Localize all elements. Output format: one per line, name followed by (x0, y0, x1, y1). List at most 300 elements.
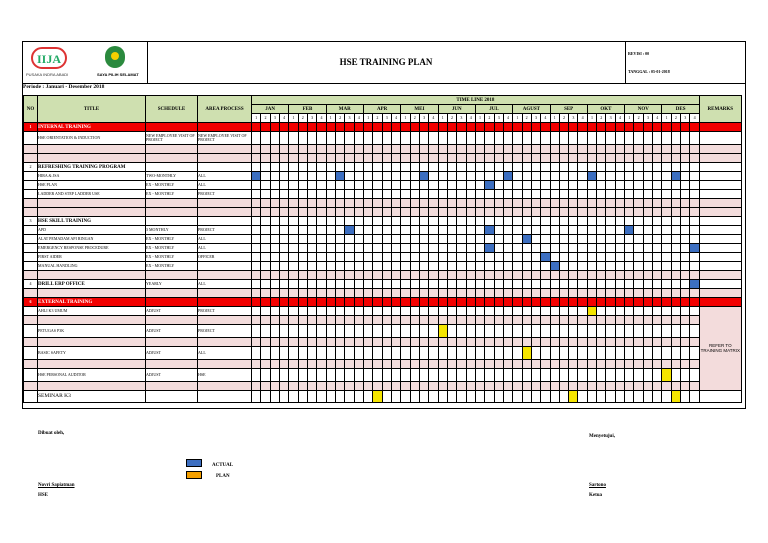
timeline-cell (373, 369, 382, 382)
timeline-cell (429, 271, 438, 280)
timeline-cell (569, 360, 578, 369)
timeline-cell (410, 338, 419, 347)
timeline-cell (522, 298, 531, 307)
table-row (24, 208, 742, 217)
timeline-cell (457, 217, 466, 226)
timeline-cell (279, 181, 288, 190)
timeline-cell (503, 382, 512, 391)
table-row (24, 360, 742, 369)
timeline-cell (289, 271, 298, 280)
timeline-cell (625, 235, 634, 244)
timeline-cell (494, 208, 503, 217)
timeline-cell (354, 154, 363, 163)
timeline-cell (345, 208, 354, 217)
timeline-cell (317, 316, 326, 325)
timeline-cell (391, 217, 400, 226)
timeline-cell (438, 163, 447, 172)
timeline-cell (335, 208, 344, 217)
timeline-cell (466, 280, 475, 289)
timeline-cell (615, 190, 624, 199)
timeline-cell (503, 190, 512, 199)
timeline-cell (401, 190, 410, 199)
timeline-cell (597, 163, 606, 172)
timeline-cell (503, 316, 512, 325)
row-area: OFFICER (198, 253, 252, 262)
timeline-cell (606, 235, 615, 244)
timeline-cell (643, 262, 652, 271)
timeline-cell (606, 262, 615, 271)
timeline-cell (326, 145, 335, 154)
timeline-cell (681, 181, 690, 190)
timeline-cell (466, 347, 475, 360)
timeline-cell (475, 298, 484, 307)
row-number (24, 382, 38, 391)
timeline-cell (335, 369, 344, 382)
timeline-cell (457, 226, 466, 235)
timeline-cell (457, 145, 466, 154)
remarks-cell (699, 199, 741, 208)
timeline-cell (671, 123, 680, 132)
timeline-cell (625, 172, 634, 181)
table-row (24, 338, 742, 347)
timeline-cell (531, 347, 540, 360)
timeline-cell (578, 226, 587, 235)
timeline-cell (307, 190, 316, 199)
timeline-cell (690, 199, 699, 208)
timeline-cell (653, 369, 662, 382)
timeline-cell (653, 253, 662, 262)
timeline-cell (373, 208, 382, 217)
timeline-cell (410, 289, 419, 298)
timeline-cell (475, 190, 484, 199)
timeline-cell (438, 208, 447, 217)
timeline-cell (475, 369, 484, 382)
timeline-cell (373, 172, 382, 181)
timeline-cell (298, 325, 307, 338)
timeline-cell (447, 145, 456, 154)
timeline-cell (429, 316, 438, 325)
timeline-cell (363, 307, 372, 316)
timeline-cell (503, 338, 512, 347)
timeline-cell (597, 360, 606, 369)
row-area (198, 382, 252, 391)
timeline-cell (401, 316, 410, 325)
timeline-cell (653, 271, 662, 280)
timeline-cell (261, 132, 270, 145)
timeline-cell (354, 123, 363, 132)
timeline-cell (252, 132, 261, 145)
timeline-cell (475, 199, 484, 208)
timeline-cell (317, 271, 326, 280)
timeline-cell (550, 298, 559, 307)
timeline-cell (401, 172, 410, 181)
timeline-cell (270, 271, 279, 280)
timeline-cell (569, 307, 578, 316)
remarks-cell (699, 217, 741, 226)
timeline-cell (298, 226, 307, 235)
timeline-cell (289, 338, 298, 347)
timeline-cell (494, 316, 503, 325)
timeline-cell (391, 280, 400, 289)
timeline-cell (569, 190, 578, 199)
timeline-cell (289, 217, 298, 226)
timeline-cell (289, 244, 298, 253)
timeline-cell (541, 307, 550, 316)
timeline-cell (335, 199, 344, 208)
timeline-cell (466, 271, 475, 280)
timeline-cell (531, 208, 540, 217)
timeline-cell (457, 347, 466, 360)
week-header: 4 (429, 114, 438, 123)
timeline-cell (643, 391, 652, 403)
timeline-cell (587, 391, 596, 403)
timeline-cell (261, 262, 270, 271)
row-area (198, 145, 252, 154)
timeline-cell (335, 316, 344, 325)
timeline-cell (298, 280, 307, 289)
timeline-cell (317, 235, 326, 244)
timeline-cell (419, 271, 428, 280)
timeline-cell (457, 235, 466, 244)
timeline-cell (531, 325, 540, 338)
timeline-cell (485, 154, 494, 163)
timeline-cell (643, 199, 652, 208)
timeline-cell (335, 262, 344, 271)
timeline-cell (606, 199, 615, 208)
timeline-cell (270, 132, 279, 145)
timeline-cell (634, 217, 643, 226)
week-header: 3 (643, 114, 652, 123)
timeline-cell (447, 369, 456, 382)
timeline-cell (653, 190, 662, 199)
timeline-cell (634, 208, 643, 217)
timeline-cell (541, 235, 550, 244)
timeline-cell (494, 123, 503, 132)
timeline-cell (475, 262, 484, 271)
timeline-cell (578, 316, 587, 325)
remarks-cell (699, 253, 741, 262)
timeline-cell (681, 271, 690, 280)
timeline-cell (391, 298, 400, 307)
timeline-cell (466, 226, 475, 235)
timeline-cell (662, 280, 671, 289)
timeline-cell (597, 199, 606, 208)
timeline-cell (513, 199, 522, 208)
timeline-cell (419, 253, 428, 262)
row-schedule: 3 MONTHLY (146, 226, 198, 235)
timeline-cell (261, 217, 270, 226)
timeline-cell (326, 262, 335, 271)
timeline-cell (671, 132, 680, 145)
remarks-cell (699, 154, 741, 163)
month-header: APR (363, 105, 400, 114)
week-header: 1 (587, 114, 596, 123)
timeline-cell (494, 382, 503, 391)
timeline-cell (419, 226, 428, 235)
timeline-cell (587, 316, 596, 325)
table-row (24, 289, 742, 298)
timeline-cell (569, 338, 578, 347)
timeline-cell (326, 382, 335, 391)
timeline-cell (625, 316, 634, 325)
plan-marker (662, 369, 671, 382)
timeline-cell (252, 325, 261, 338)
timeline-cell (541, 360, 550, 369)
timeline-cell (662, 271, 671, 280)
timeline-cell (354, 298, 363, 307)
timeline-cell (391, 338, 400, 347)
timeline-cell (569, 271, 578, 280)
timeline-cell (410, 360, 419, 369)
timeline-cell (559, 271, 568, 280)
timeline-cell (550, 217, 559, 226)
timeline-cell (550, 181, 559, 190)
timeline-cell (252, 280, 261, 289)
timeline-cell (513, 347, 522, 360)
timeline-cell (373, 163, 382, 172)
timeline-cell (373, 307, 382, 316)
timeline-cell (363, 280, 372, 289)
table-row (24, 382, 742, 391)
timeline-cell (522, 338, 531, 347)
timeline-cell (550, 199, 559, 208)
timeline-cell (261, 226, 270, 235)
timeline-cell (401, 298, 410, 307)
timeline-cell (597, 382, 606, 391)
timeline-cell (354, 244, 363, 253)
table-row (24, 226, 742, 235)
timeline-cell (587, 235, 596, 244)
timeline-cell (447, 154, 456, 163)
timeline-cell (625, 217, 634, 226)
timeline-cell (606, 217, 615, 226)
timeline-cell (335, 244, 344, 253)
timeline-cell (466, 199, 475, 208)
timeline-cell (494, 347, 503, 360)
timeline-cell (326, 132, 335, 145)
timeline-cell (503, 325, 512, 338)
timeline-cell (541, 391, 550, 403)
timeline-cell (382, 307, 391, 316)
timeline-cell (410, 325, 419, 338)
row-schedule (146, 382, 198, 391)
timeline-cell (606, 360, 615, 369)
timeline-cell (279, 307, 288, 316)
timeline-cell (597, 289, 606, 298)
timeline-cell (363, 145, 372, 154)
timeline-cell (335, 145, 344, 154)
timeline-cell (671, 226, 680, 235)
timeline-cell (391, 145, 400, 154)
timeline-cell (597, 369, 606, 382)
timeline-cell (410, 145, 419, 154)
table-row (24, 347, 742, 360)
timeline-cell (419, 280, 428, 289)
timeline-cell (261, 199, 270, 208)
row-area (198, 208, 252, 217)
timeline-cell (503, 163, 512, 172)
timeline-cell (531, 217, 540, 226)
timeline-cell (615, 325, 624, 338)
timeline-cell (494, 325, 503, 338)
timeline-cell (625, 262, 634, 271)
timeline-cell (550, 145, 559, 154)
row-schedule (146, 316, 198, 325)
timeline-cell (252, 217, 261, 226)
month-header: SEP (550, 105, 587, 114)
row-title (38, 208, 146, 217)
timeline-cell (513, 289, 522, 298)
timeline-cell (485, 316, 494, 325)
timeline-cell (531, 244, 540, 253)
timeline-cell (447, 190, 456, 199)
remarks-cell (699, 145, 741, 154)
timeline-cell (391, 172, 400, 181)
row-schedule (146, 360, 198, 369)
timeline-cell (363, 316, 372, 325)
timeline-cell (578, 145, 587, 154)
timeline-cell (559, 163, 568, 172)
timeline-cell (252, 347, 261, 360)
timeline-cell (317, 163, 326, 172)
timeline-cell (363, 235, 372, 244)
timeline-cell (466, 338, 475, 347)
training-table (23, 95, 742, 403)
timeline-cell (270, 298, 279, 307)
timeline-cell (606, 347, 615, 360)
timeline-cell (373, 316, 382, 325)
timeline-cell (550, 154, 559, 163)
timeline-cell (615, 172, 624, 181)
timeline-cell (662, 132, 671, 145)
timeline-cell (307, 181, 316, 190)
timeline-cell (373, 190, 382, 199)
timeline-cell (326, 271, 335, 280)
timeline-cell (429, 199, 438, 208)
timeline-cell (382, 382, 391, 391)
timeline-cell (438, 145, 447, 154)
timeline-cell (289, 369, 298, 382)
timeline-cell (653, 199, 662, 208)
row-schedule (146, 271, 198, 280)
timeline-cell (289, 316, 298, 325)
timeline-cell (252, 360, 261, 369)
timeline-cell (298, 382, 307, 391)
timeline-cell (503, 347, 512, 360)
timeline-cell (373, 123, 382, 132)
timeline-cell (307, 382, 316, 391)
row-title (38, 271, 146, 280)
timeline-cell (419, 262, 428, 271)
timeline-cell (345, 316, 354, 325)
timeline-cell (307, 280, 316, 289)
timeline-cell (485, 280, 494, 289)
week-header: 1 (438, 114, 447, 123)
timeline-cell (503, 154, 512, 163)
timeline-cell (690, 307, 699, 316)
timeline-cell (373, 235, 382, 244)
timeline-cell (615, 226, 624, 235)
timeline-cell (354, 347, 363, 360)
timeline-cell (615, 369, 624, 382)
timeline-cell (606, 316, 615, 325)
plan-marker (587, 307, 596, 316)
timeline-cell (569, 145, 578, 154)
timeline-cell (317, 280, 326, 289)
timeline-cell (298, 235, 307, 244)
timeline-cell (345, 253, 354, 262)
timeline-cell (671, 298, 680, 307)
timeline-cell (401, 289, 410, 298)
table-row (24, 123, 742, 132)
timeline-cell (522, 289, 531, 298)
timeline-cell (587, 199, 596, 208)
month-header: NOV (625, 105, 662, 114)
approver-name: Sartono (589, 483, 606, 488)
timeline-cell (261, 347, 270, 360)
timeline-cell (401, 217, 410, 226)
timeline-cell (522, 181, 531, 190)
timeline-cell (494, 154, 503, 163)
row-title: DRILL ERP OFFICE (38, 280, 146, 289)
timeline-cell (587, 217, 596, 226)
timeline-cell (345, 132, 354, 145)
timeline-cell (662, 199, 671, 208)
timeline-cell (382, 145, 391, 154)
timeline-cell (289, 226, 298, 235)
timeline-cell (559, 145, 568, 154)
timeline-cell (438, 382, 447, 391)
timeline-cell (457, 271, 466, 280)
timeline-cell (447, 382, 456, 391)
timeline-cell (653, 208, 662, 217)
timeline-cell (279, 338, 288, 347)
timeline-cell (597, 325, 606, 338)
timeline-cell (559, 369, 568, 382)
timeline-cell (681, 145, 690, 154)
timeline-cell (270, 163, 279, 172)
period-label: Periode : Januari - Desember 2018 (23, 84, 105, 90)
timeline-cell (615, 154, 624, 163)
timeline-cell (447, 391, 456, 403)
timeline-cell (382, 163, 391, 172)
timeline-cell (587, 262, 596, 271)
timeline-cell (531, 226, 540, 235)
timeline-cell (438, 271, 447, 280)
timeline-cell (307, 163, 316, 172)
row-area: PROJECT (198, 190, 252, 199)
week-header: 2 (597, 114, 606, 123)
timeline-cell (279, 316, 288, 325)
timeline-cell (307, 325, 316, 338)
timeline-cell (541, 244, 550, 253)
timeline-cell (653, 289, 662, 298)
timeline-cell (279, 253, 288, 262)
timeline-cell (391, 262, 400, 271)
timeline-cell (279, 145, 288, 154)
row-number (24, 338, 38, 347)
timeline-cell (373, 226, 382, 235)
timeline-cell (541, 369, 550, 382)
timeline-cell (373, 199, 382, 208)
timeline-cell (363, 360, 372, 369)
row-area: HSE (198, 369, 252, 382)
timeline-cell (587, 190, 596, 199)
timeline-cell (345, 391, 354, 403)
timeline-cell (298, 369, 307, 382)
timeline-cell (634, 360, 643, 369)
timeline-cell (606, 190, 615, 199)
